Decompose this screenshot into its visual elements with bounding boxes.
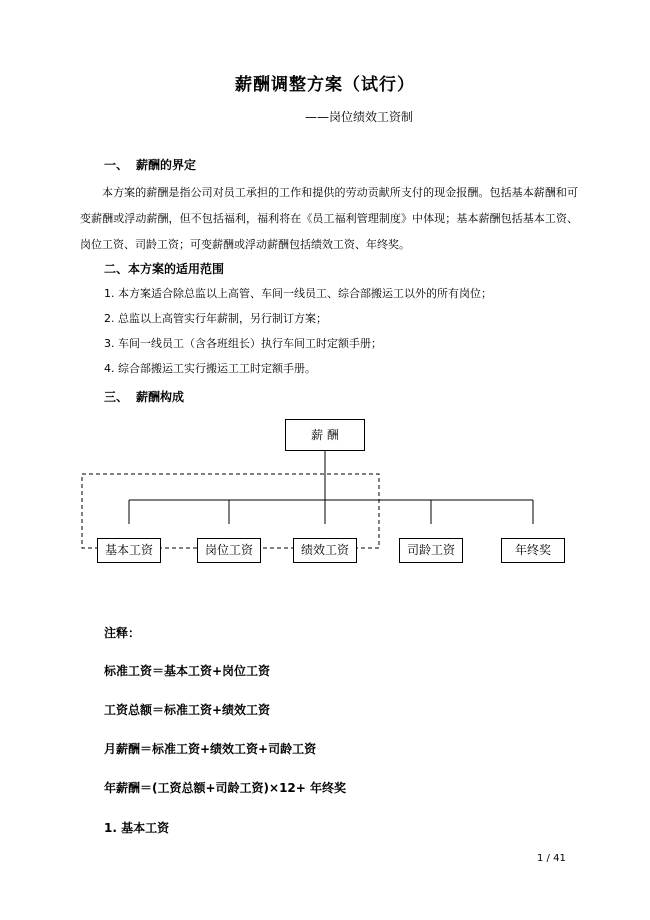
- node-performance-salary: 绩效工资: [293, 538, 357, 563]
- section-number: 一、: [104, 158, 129, 172]
- salary-structure-diagram: [0, 400, 650, 590]
- section-heading-1: [104, 156, 196, 173]
- formula-line: 月薪酬＝标准工资+绩效工资+司龄工资: [104, 742, 317, 756]
- node-seniority-salary: 司龄工资: [399, 538, 463, 563]
- document-subtitle: ——岗位绩效工资制: [305, 110, 414, 124]
- section-title: 薪酬的界定: [136, 158, 197, 172]
- formula-line: 年薪酬＝(工资总额+司龄工资)×12+ 年终奖: [104, 781, 347, 795]
- formula-line: 工资总额＝标准工资+绩效工资: [104, 703, 271, 717]
- node-basic-salary: 基本工资: [97, 538, 161, 563]
- formula-line: 标准工资＝基本工资+岗位工资: [104, 664, 271, 678]
- list-item: 4. 综合部搬运工实行搬运工工时定额手册。: [104, 362, 316, 375]
- notes-label: 注释：: [104, 626, 141, 640]
- list-item: 3. 车间一线员工（含各班组长）执行车间工时定额手册；: [104, 337, 382, 350]
- section-1-paragraph: 本方案的薪酬是指公司对员工承担的工作和提供的劳动贡献所支付的现金报酬。包括基本薪酬和可变薪酬或浮动薪酬，但不包括福利，福利将在《员工福利管理制度》中体现；基本薪酬包括基本工资、岗位工资、司龄工资；可变薪酬或浮动薪酬包括绩效工资、年终奖。: [80, 186, 578, 251]
- node-position-salary: 岗位工资: [197, 538, 261, 563]
- page-number: 1 / 41: [537, 853, 566, 864]
- section-number: 三、: [104, 390, 129, 404]
- dashed-group-outline: [82, 474, 379, 548]
- section-title: 薪酬构成: [136, 390, 185, 404]
- section-title: 二、本方案的适用范围: [104, 262, 225, 276]
- list-item: 1. 本方案适合除总监以上高管、车间一线员工、综合部搬运工以外的所有岗位；: [104, 287, 492, 300]
- subsection-heading: 1. 基本工资: [104, 821, 170, 835]
- root-node: 薪 酬: [285, 419, 365, 451]
- document-title: 薪酬调整方案（试行）: [235, 75, 415, 95]
- section-heading-2: [104, 260, 224, 277]
- node-year-end-bonus: 年终奖: [501, 538, 565, 563]
- list-item: 2. 总监以上高管实行年薪制，另行制订方案；: [104, 312, 327, 325]
